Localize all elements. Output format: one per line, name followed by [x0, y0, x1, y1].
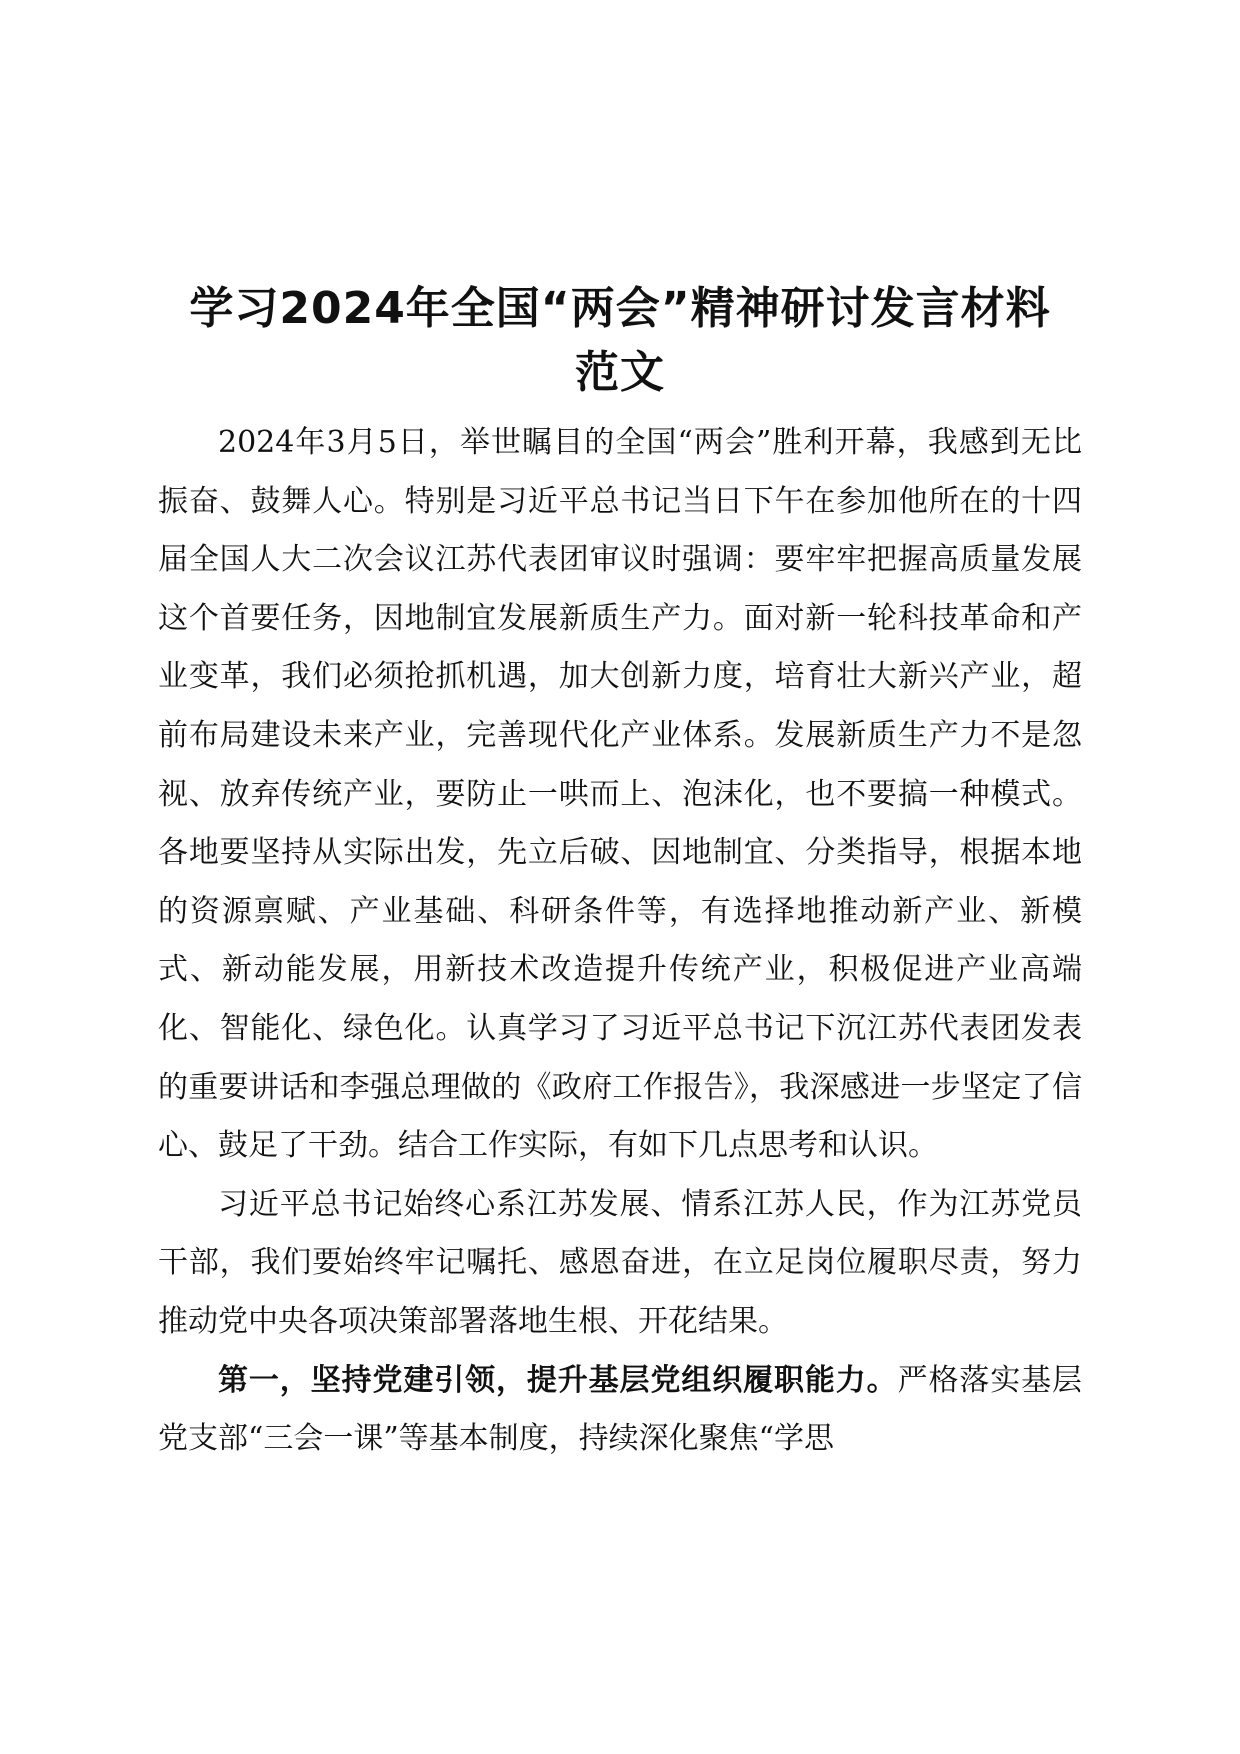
- paragraph-commitment-text: 习近平总书记始终心系江苏发展、情系江苏人民，作为江苏党员干部，我们要始终牢记嘱托、感恩奋进，在立足岗位履职尽责，努力推动党中央各项决策部署落地生根、开花结果。: [158, 1186, 1082, 1339]
- title-line-1: 学习2024年全国“两会”精神研讨发言材料: [189, 283, 1051, 335]
- paragraph-intro: [158, 414, 1082, 1176]
- document-body: [158, 414, 1082, 1469]
- title-line-2: 范文: [575, 347, 665, 399]
- paragraph-commitment: [158, 1176, 1082, 1352]
- paragraph-intro-text: 2024年3月5日，举世瞩目的全国“两会”胜利开幕，我感到无比振奋、鼓舞人心。特别是习近平总书记当日下午在参加他所在的十四届全国人大二次会议江苏代表团审议时强调：要牢牢把握高质量发展这个首要任务，因地制宜发展新质生产力。面对新一轮科技革命和产业变革，我们必须抢抓机遇，加大创新力度，培育壮大新兴产业，超前布局建设未来产业，完善现代化产业体系。发展新质生产力不是忽视、放弃传统产业，要防止一哄而上、泡沫化，也不要搞一种模式。各地要坚持从实际出发，先立后破、因地制宜、分类指导，根据本地的资源禀赋、产业基础、科研条件等，有选择地推动新产业、新模式、新动能发展，用新技术改造提升传统产业，积极促进产业高端化、智能化、绿色化。认真学习了习近平总书记下沉江苏代表团发表的重要讲话和李强总理做的《政府工作报告》，我深感进一步坚定了信心、鼓足了干劲。结合工作实际，有如下几点思考和认识。: [158, 425, 1082, 1164]
- document-title: [150, 277, 1090, 405]
- paragraph-first-point: [158, 1352, 1082, 1469]
- first-point-text: 严格落实基层党支部“三会一课”等基本制度，持续深化聚焦“学思: [158, 1362, 1083, 1457]
- first-point-heading: 第一，坚持党建引领，提升基层党组织履职能力。: [218, 1362, 898, 1398]
